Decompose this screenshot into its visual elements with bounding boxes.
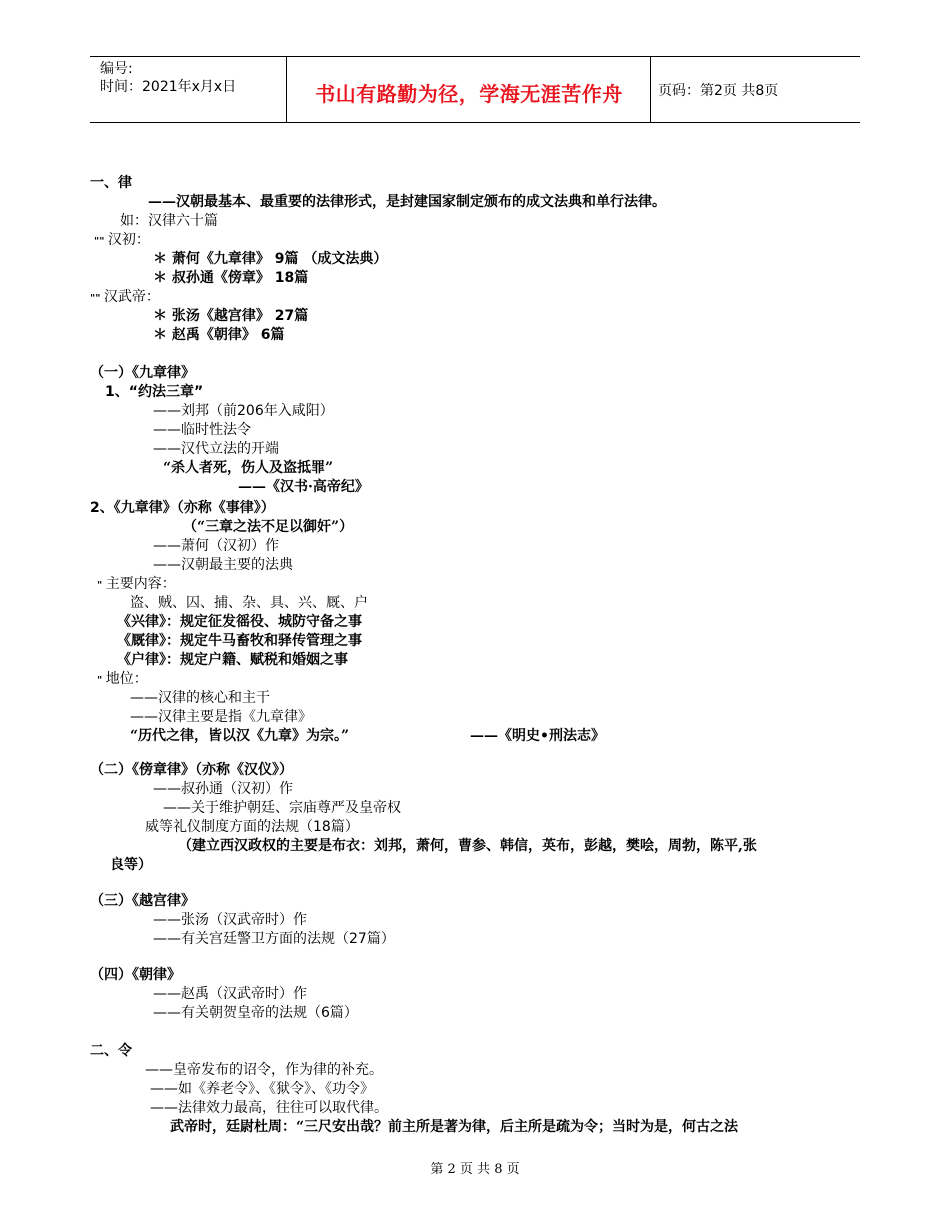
body-line-text: （四）《朝律》 bbox=[90, 967, 181, 983]
bullet-marker-icon: " bbox=[97, 580, 106, 591]
body-line bbox=[153, 250, 387, 268]
header-divider-right bbox=[650, 56, 651, 123]
body-line bbox=[90, 288, 160, 308]
body-line-text: ——汉律主要是指《九章律》 bbox=[130, 709, 312, 725]
body-line bbox=[153, 269, 308, 287]
body-line-text: ＊ 叔孙通《傍章》 18篇 bbox=[153, 270, 309, 286]
body-line bbox=[145, 818, 359, 836]
body-line-text: （一）《九章律》 bbox=[90, 365, 195, 381]
body-line-text: 1、“约法三章” bbox=[105, 384, 204, 400]
bullet-marker-icon: "" bbox=[90, 293, 104, 304]
header-divider-left bbox=[286, 56, 287, 123]
header-motto: 书山有路勤为径，学海无涯苦作舟 bbox=[315, 82, 623, 106]
body-line bbox=[130, 594, 368, 612]
bullet-marker-icon: " bbox=[97, 675, 106, 686]
body-line bbox=[153, 326, 285, 344]
body-line-text: ——汉代立法的开端 bbox=[153, 441, 279, 457]
body-line-text: ——《明史•刑法志》 bbox=[470, 728, 605, 744]
body-line bbox=[117, 632, 362, 650]
body-line bbox=[105, 383, 203, 401]
page-footer: 第 2 页 共 8 页 bbox=[430, 1162, 520, 1177]
body-line bbox=[178, 837, 757, 855]
body-line bbox=[153, 421, 251, 439]
body-line-text: ——汉朝最主要的法典 bbox=[153, 557, 293, 573]
body-line bbox=[150, 1080, 374, 1098]
body-line-text: ——如《养老令》、《狱令》、《功令》 bbox=[150, 1081, 374, 1097]
body-line-text: ——《汉书·高帝纪》 bbox=[238, 479, 369, 495]
body-line-text: 良等） bbox=[110, 857, 152, 873]
body-line bbox=[238, 478, 369, 496]
body-line bbox=[153, 537, 279, 555]
body-line-text: 《厩律》：规定牛马畜牧和驿传管理之事 bbox=[117, 633, 362, 649]
body-line-text: 地位： bbox=[105, 671, 148, 687]
body-line-text: ——叔孙通（汉初）作 bbox=[153, 781, 293, 797]
body-line bbox=[153, 307, 308, 325]
body-line-text: ——张汤（汉武帝时）作 bbox=[153, 912, 307, 928]
body-line-text: ＊ 张汤《越宫律》 27篇 bbox=[153, 308, 309, 324]
document-number-label: 编号: bbox=[100, 61, 133, 77]
body-line bbox=[97, 575, 176, 595]
body-line-text: ——有关朝贺皇帝的法规（6篇） bbox=[153, 1005, 358, 1021]
body-line-text: （“三章之法不足以御奸”） bbox=[183, 519, 354, 535]
body-line-text: ——汉朝最基本、最重要的法律形式，是封建国家制定颁布的成文法典和单行法律。 bbox=[148, 194, 666, 210]
body-line bbox=[145, 1061, 383, 1079]
header-top-rule bbox=[90, 56, 860, 57]
body-line bbox=[90, 761, 293, 779]
body-line-text: ——皇帝发布的诏令，作为律的补充。 bbox=[145, 1062, 383, 1078]
body-line bbox=[130, 689, 270, 707]
body-line-text: 盗、贼、囚、捕、杂、具、兴、厩、户 bbox=[130, 595, 368, 611]
body-line bbox=[163, 799, 401, 817]
body-line bbox=[110, 856, 152, 874]
header-left-block bbox=[100, 60, 236, 96]
body-line-text: ——关于维护朝廷、宗庙尊严及皇帝权 bbox=[163, 800, 401, 816]
body-line bbox=[90, 966, 181, 984]
body-line-text: ——临时性法令 bbox=[153, 422, 251, 438]
body-line-text: ——法律效力最高，往往可以取代律。 bbox=[150, 1100, 388, 1116]
body-line-text: 2、《九章律》（亦称《事律》） bbox=[90, 500, 275, 516]
body-line bbox=[90, 1042, 132, 1060]
body-line-text: 一、律 bbox=[90, 175, 132, 191]
body-line-text: 主要内容： bbox=[105, 576, 176, 592]
body-line bbox=[150, 1099, 388, 1117]
body-line bbox=[170, 1118, 738, 1136]
body-line-text: 威等礼仪制度方面的法规（18篇） bbox=[145, 819, 359, 835]
body-line bbox=[153, 1004, 358, 1022]
body-line-text: 如：汉律六十篇 bbox=[120, 213, 218, 229]
body-line-text: “杀人者死，伤人及盗抵罪” bbox=[163, 460, 334, 476]
body-line-text: ＊ 赵禹《朝律》 6篇 bbox=[153, 327, 285, 343]
body-line bbox=[153, 780, 293, 798]
body-line-text: ——赵禹（汉武帝时）作 bbox=[153, 986, 307, 1002]
body-line bbox=[153, 440, 279, 458]
body-line bbox=[94, 231, 150, 251]
body-line bbox=[117, 651, 348, 669]
body-line-text: （建立西汉政权的主要是布衣：刘邦，萧何，曹参、韩信，英布，彭越，樊哙，周勃，陈平,张 bbox=[178, 838, 757, 854]
document-time: 时间：2021年x月x日 bbox=[100, 79, 237, 95]
body-line-text: （二）《傍章律》（亦称《汉仪》） bbox=[90, 762, 293, 778]
header-page-info: 页码：第2页 共8页 bbox=[658, 83, 779, 99]
body-line-text: ——刘邦（前206年入咸阳） bbox=[153, 403, 334, 419]
body-line bbox=[153, 556, 293, 574]
body-line bbox=[97, 670, 148, 690]
body-line-text: （三）《越宫律》 bbox=[90, 893, 195, 909]
body-line-text: ——有关宫廷警卫方面的法规（27篇） bbox=[153, 931, 395, 947]
body-line-text: 汉武帝： bbox=[103, 289, 160, 305]
body-line-text: 《兴律》：规定征发徭役、城防守备之事 bbox=[117, 614, 362, 630]
body-line bbox=[120, 212, 218, 230]
body-line-text: ——汉律的核心和主干 bbox=[130, 690, 270, 706]
body-line-text: ——萧何（汉初）作 bbox=[153, 538, 279, 554]
body-line bbox=[153, 930, 395, 948]
body-line bbox=[130, 727, 349, 745]
body-line bbox=[153, 911, 307, 929]
body-line bbox=[163, 459, 333, 477]
header-bottom-rule bbox=[90, 122, 860, 123]
body-line bbox=[183, 518, 353, 536]
body-line-text: 二、令 bbox=[90, 1043, 132, 1059]
body-line bbox=[470, 727, 605, 745]
body-line bbox=[90, 364, 195, 382]
body-line bbox=[153, 402, 334, 420]
body-line bbox=[90, 499, 275, 517]
body-line-text: 《户律》：规定户籍、赋税和婚姻之事 bbox=[117, 652, 348, 668]
body-line-text: ＊ 萧何《九章律》 9篇 （成文法典） bbox=[153, 251, 388, 267]
bullet-marker-icon: "" bbox=[94, 236, 108, 247]
body-line bbox=[153, 985, 307, 1003]
body-line-text: 汉初： bbox=[107, 232, 150, 248]
body-line bbox=[148, 193, 666, 211]
body-line bbox=[90, 892, 195, 910]
body-line-text: “历代之律，皆以汉《九章》为宗。” bbox=[130, 728, 350, 744]
body-line bbox=[90, 174, 132, 192]
body-line bbox=[130, 708, 312, 726]
body-line-text: 武帝时，廷尉杜周：“三尺安出哉？前主所是著为律，后主所是疏为令；当时为是，何古之法 bbox=[170, 1119, 739, 1135]
body-line bbox=[117, 613, 362, 631]
